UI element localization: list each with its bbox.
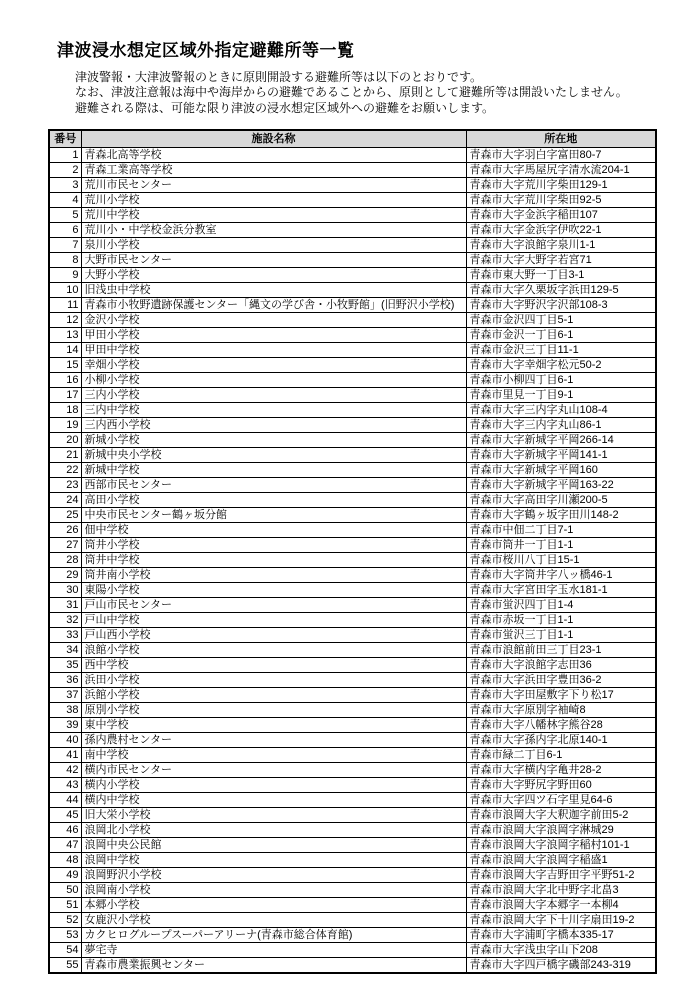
facility-name: 筒井中学校: [81, 552, 466, 567]
facility-address: 青森市大字筒井字八ッ橋46-1: [466, 567, 656, 582]
facility-address: 青森市浪岡大字浪岡字淋城29: [466, 822, 656, 837]
intro-line-1: 津波警報・大津波警報のときに原則開設する避難所等は以下のとおりです。: [75, 70, 483, 84]
facility-address: 青森市大字田屋敷字下り松17: [466, 687, 656, 702]
table-row: [49, 852, 656, 867]
page-title: 津波浸水想定区域外指定避難所等一覧: [57, 41, 355, 60]
facility-address: 青森市赤坂一丁目1-1: [466, 612, 656, 627]
table-row: [49, 912, 656, 927]
shelter-table: [48, 129, 657, 974]
facility-name: 甲田小学校: [81, 327, 466, 342]
row-number: 26: [49, 522, 81, 537]
table-row: [49, 657, 656, 672]
row-number: 50: [49, 882, 81, 897]
table-row: [49, 942, 656, 957]
facility-name: 東陽小学校: [81, 582, 466, 597]
row-number: 36: [49, 672, 81, 687]
facility-name: 西中学校: [81, 657, 466, 672]
facility-name: 戸山市民センター: [81, 597, 466, 612]
row-number: 44: [49, 792, 81, 807]
facility-address: 青森市大字浪館字泉川1-1: [466, 237, 656, 252]
intro-text: [75, 70, 700, 116]
facility-name: 横内小学校: [81, 777, 466, 792]
row-number: 41: [49, 747, 81, 762]
facility-address: 青森市大字浪館字志田36: [466, 657, 656, 672]
facility-name: カクヒログループスーパーアリーナ(青森市総合体育館): [81, 927, 466, 942]
row-number: 45: [49, 807, 81, 822]
row-number: 6: [49, 222, 81, 237]
facility-address: 青森市大字八幡林字熊谷28: [466, 717, 656, 732]
facility-address: 青森市大字野尻字野田60: [466, 777, 656, 792]
facility-name: 荒川小学校: [81, 192, 466, 207]
facility-name: 浪岡南小学校: [81, 882, 466, 897]
facility-address: 青森市東大野一丁目3-1: [466, 267, 656, 282]
header-number: 番号: [49, 130, 81, 147]
facility-address: 青森市蛍沢四丁目1-4: [466, 597, 656, 612]
facility-name: 横内市民センター: [81, 762, 466, 777]
row-number: 40: [49, 732, 81, 747]
row-number: 21: [49, 447, 81, 462]
facility-name: 筒井南小学校: [81, 567, 466, 582]
row-number: 25: [49, 507, 81, 522]
facility-name: 青森市小牧野遺跡保護センター「縄文の学び舎・小牧野館」(旧野沢小学校): [81, 297, 466, 312]
row-number: 19: [49, 417, 81, 432]
facility-address: 青森市大字三内字丸山86-1: [466, 417, 656, 432]
facility-address: 青森市浪岡大字本郷字一本柳4: [466, 897, 656, 912]
table-row: [49, 402, 656, 417]
facility-address: 青森市浪館前田三丁目23-1: [466, 642, 656, 657]
row-number: 1: [49, 147, 81, 162]
facility-address: 青森市緑二丁目6-1: [466, 747, 656, 762]
facility-address: 青森市大字荒川字柴田92-5: [466, 192, 656, 207]
table-row: [49, 462, 656, 477]
row-number: 7: [49, 237, 81, 252]
facility-name: 青森市農業振興センター: [81, 957, 466, 973]
row-number: 20: [49, 432, 81, 447]
facility-name: 旧浅虫中学校: [81, 282, 466, 297]
table-row: [49, 207, 656, 222]
facility-name: 青森工業高等学校: [81, 162, 466, 177]
table-row: [49, 387, 656, 402]
table-row: [49, 282, 656, 297]
facility-name: 浜田小学校: [81, 672, 466, 687]
facility-address: 青森市大字金浜字伊吹22-1: [466, 222, 656, 237]
facility-address: 青森市大字羽白字富田80-7: [466, 147, 656, 162]
table-row: [49, 522, 656, 537]
facility-address: 青森市大字新城字平岡266-14: [466, 432, 656, 447]
facility-address: 青森市浪岡大字大釈迦字前田5-2: [466, 807, 656, 822]
table-row: [49, 417, 656, 432]
row-number: 27: [49, 537, 81, 552]
facility-name: 新城中央小学校: [81, 447, 466, 462]
row-number: 54: [49, 942, 81, 957]
facility-address: 青森市大字野沢字沢部108-3: [466, 297, 656, 312]
intro-line-2: なお、津波注意報は海中や海岸からの避難であることから、原則として避難所等は開設いたしません。: [75, 85, 628, 100]
row-number: 53: [49, 927, 81, 942]
row-number: 15: [49, 357, 81, 372]
facility-address: 青森市小柳四丁目6-1: [466, 372, 656, 387]
facility-address: 青森市大字金浜字稲田107: [466, 207, 656, 222]
row-number: 35: [49, 657, 81, 672]
row-number: 31: [49, 597, 81, 612]
table-row: [49, 342, 656, 357]
facility-address: 青森市大字幸畑字松元50-2: [466, 357, 656, 372]
facility-address: 青森市浪岡大字下十川字扇田19-2: [466, 912, 656, 927]
facility-name: 浪岡中央公民館: [81, 837, 466, 852]
table-row: [49, 612, 656, 627]
table-row: [49, 837, 656, 852]
facility-name: 女鹿沢小学校: [81, 912, 466, 927]
facility-address: 青森市大字久栗坂字浜田129-5: [466, 282, 656, 297]
facility-name: 東中学校: [81, 717, 466, 732]
facility-address: 青森市大字新城字平岡163-22: [466, 477, 656, 492]
facility-name: 浜館小学校: [81, 687, 466, 702]
facility-name: 本郷小学校: [81, 897, 466, 912]
facility-name: 浪岡中学校: [81, 852, 466, 867]
row-number: 12: [49, 312, 81, 327]
row-number: 8: [49, 252, 81, 267]
table-row: [49, 702, 656, 717]
table-row: [49, 582, 656, 597]
table-row: [49, 507, 656, 522]
facility-name: 大野市民センター: [81, 252, 466, 267]
table-row: [49, 867, 656, 882]
table-row: [49, 597, 656, 612]
facility-address: 青森市大字浜田字豊田36-2: [466, 672, 656, 687]
header-address: 所在地: [466, 130, 656, 147]
facility-name: 泉川小学校: [81, 237, 466, 252]
table-row: [49, 492, 656, 507]
facility-name: 浪館小学校: [81, 642, 466, 657]
facility-address: 青森市浪岡大字浪岡字稲村101-1: [466, 837, 656, 852]
facility-name: 旧大栄小学校: [81, 807, 466, 822]
facility-name: 新城小学校: [81, 432, 466, 447]
table-row: [49, 567, 656, 582]
row-number: 9: [49, 267, 81, 282]
table-row: [49, 327, 656, 342]
facility-address: 青森市大字三内字丸山108-4: [466, 402, 656, 417]
table-row: [49, 237, 656, 252]
facility-address: 青森市浪岡大字浪岡字稲盛1: [466, 852, 656, 867]
facility-name: 三内西小学校: [81, 417, 466, 432]
facility-address: 青森市大字鶴ヶ坂字田川148-2: [466, 507, 656, 522]
row-number: 30: [49, 582, 81, 597]
table-row: [49, 762, 656, 777]
table-row: [49, 732, 656, 747]
facility-address: 青森市大字高田字川瀬200-5: [466, 492, 656, 507]
table-row: [49, 177, 656, 192]
table-row: [49, 447, 656, 462]
table-row: [49, 792, 656, 807]
facility-address: 青森市金沢一丁目6-1: [466, 327, 656, 342]
facility-name: 甲田中学校: [81, 342, 466, 357]
header-facility-name: 施設名称: [81, 130, 466, 147]
facility-address: 青森市筒井一丁目1-1: [466, 537, 656, 552]
row-number: 11: [49, 297, 81, 312]
row-number: 13: [49, 327, 81, 342]
table-row: [49, 627, 656, 642]
table-row: [49, 672, 656, 687]
facility-address: 青森市大字新城字平岡160: [466, 462, 656, 477]
facility-name: 戸山西小学校: [81, 627, 466, 642]
facility-name: 高田小学校: [81, 492, 466, 507]
row-number: 23: [49, 477, 81, 492]
facility-name: 夢宅寺: [81, 942, 466, 957]
facility-name: 荒川市民センター: [81, 177, 466, 192]
table-row: [49, 312, 656, 327]
facility-address: 青森市大字浦町字橋本335-17: [466, 927, 656, 942]
row-number: 43: [49, 777, 81, 792]
facility-name: 中央市民センター鶴ヶ坂分館: [81, 507, 466, 522]
facility-name: 幸畑小学校: [81, 357, 466, 372]
row-number: 46: [49, 822, 81, 837]
facility-name: 大野小学校: [81, 267, 466, 282]
facility-name: 横内中学校: [81, 792, 466, 807]
facility-name: 金沢小学校: [81, 312, 466, 327]
row-number: 18: [49, 402, 81, 417]
table-row: [49, 222, 656, 237]
facility-name: 戸山中学校: [81, 612, 466, 627]
table-row: [49, 477, 656, 492]
facility-name: 三内中学校: [81, 402, 466, 417]
table-row: [49, 717, 656, 732]
row-number: 33: [49, 627, 81, 642]
facility-address: 青森市浪岡大字北中野字北畠3: [466, 882, 656, 897]
row-number: 37: [49, 687, 81, 702]
table-row: [49, 537, 656, 552]
facility-address: 青森市大字宮田字玉水181-1: [466, 582, 656, 597]
table-row: [49, 192, 656, 207]
table-row: [49, 552, 656, 567]
table-row: [49, 267, 656, 282]
table-row: [49, 252, 656, 267]
table-row: [49, 747, 656, 762]
row-number: 3: [49, 177, 81, 192]
facility-address: 青森市大字四ツ石字里見64-6: [466, 792, 656, 807]
row-number: 55: [49, 957, 81, 973]
facility-address: 青森市桜川八丁目15-1: [466, 552, 656, 567]
table-row: [49, 822, 656, 837]
row-number: 39: [49, 717, 81, 732]
facility-address: 青森市中佃二丁目7-1: [466, 522, 656, 537]
row-number: 2: [49, 162, 81, 177]
table-row: [49, 807, 656, 822]
row-number: 32: [49, 612, 81, 627]
table-row: [49, 882, 656, 897]
row-number: 14: [49, 342, 81, 357]
row-number: 42: [49, 762, 81, 777]
facility-name: 南中学校: [81, 747, 466, 762]
table-row: [49, 162, 656, 177]
facility-address: 青森市里見一丁目9-1: [466, 387, 656, 402]
row-number: 34: [49, 642, 81, 657]
table-row: [49, 357, 656, 372]
row-number: 24: [49, 492, 81, 507]
facility-address: 青森市金沢四丁目5-1: [466, 312, 656, 327]
facility-name: 浪岡北小学校: [81, 822, 466, 837]
facility-name: 荒川小・中学校金浜分教室: [81, 222, 466, 237]
row-number: 28: [49, 552, 81, 567]
facility-name: 荒川中学校: [81, 207, 466, 222]
row-number: 29: [49, 567, 81, 582]
facility-name: 佃中学校: [81, 522, 466, 537]
table-row: [49, 687, 656, 702]
facility-address: 青森市大字横内字亀井28-2: [466, 762, 656, 777]
table-row: [49, 432, 656, 447]
facility-address: 青森市蛍沢三丁目1-1: [466, 627, 656, 642]
facility-name: 小柳小学校: [81, 372, 466, 387]
row-number: 4: [49, 192, 81, 207]
facility-address: 青森市浪岡大字吉野田字平野51-2: [466, 867, 656, 882]
facility-address: 青森市大字原別字袖崎8: [466, 702, 656, 717]
row-number: 48: [49, 852, 81, 867]
facility-address: 青森市大字浅虫字山下208: [466, 942, 656, 957]
row-number: 52: [49, 912, 81, 927]
facility-address: 青森市大字孫内字北原140-1: [466, 732, 656, 747]
row-number: 5: [49, 207, 81, 222]
table-row: [49, 642, 656, 657]
table-row: [49, 897, 656, 912]
row-number: 47: [49, 837, 81, 852]
facility-name: 孫内農村センター: [81, 732, 466, 747]
facility-name: 青森北高等学校: [81, 147, 466, 162]
facility-address: 青森市大字四戸橋字磯部243-319: [466, 957, 656, 973]
intro-line-3: 避難される際は、可能な限り津波の浸水想定区域外への避難をお願いします。: [75, 100, 495, 115]
row-number: 10: [49, 282, 81, 297]
table-row: [49, 927, 656, 942]
table-row: [49, 957, 656, 973]
shelter-table-body: [49, 147, 656, 973]
table-row: [49, 297, 656, 312]
facility-address: 青森市大字新城字平岡141-1: [466, 447, 656, 462]
facility-name: 浪岡野沢小学校: [81, 867, 466, 882]
facility-name: 筒井小学校: [81, 537, 466, 552]
row-number: 38: [49, 702, 81, 717]
facility-address: 青森市金沢三丁目11-1: [466, 342, 656, 357]
table-row: [49, 777, 656, 792]
facility-name: 原別小学校: [81, 702, 466, 717]
row-number: 16: [49, 372, 81, 387]
facility-name: 新城中学校: [81, 462, 466, 477]
table-row: [49, 372, 656, 387]
row-number: 17: [49, 387, 81, 402]
facility-name: 三内小学校: [81, 387, 466, 402]
row-number: 22: [49, 462, 81, 477]
row-number: 51: [49, 897, 81, 912]
shelter-table-header: [49, 130, 656, 147]
row-number: 49: [49, 867, 81, 882]
facility-address: 青森市大字馬屋尻字清水流204-1: [466, 162, 656, 177]
table-row: [49, 147, 656, 162]
facility-address: 青森市大字大野字若宮71: [466, 252, 656, 267]
facility-name: 西部市民センター: [81, 477, 466, 492]
facility-address: 青森市大字荒川字柴田129-1: [466, 177, 656, 192]
